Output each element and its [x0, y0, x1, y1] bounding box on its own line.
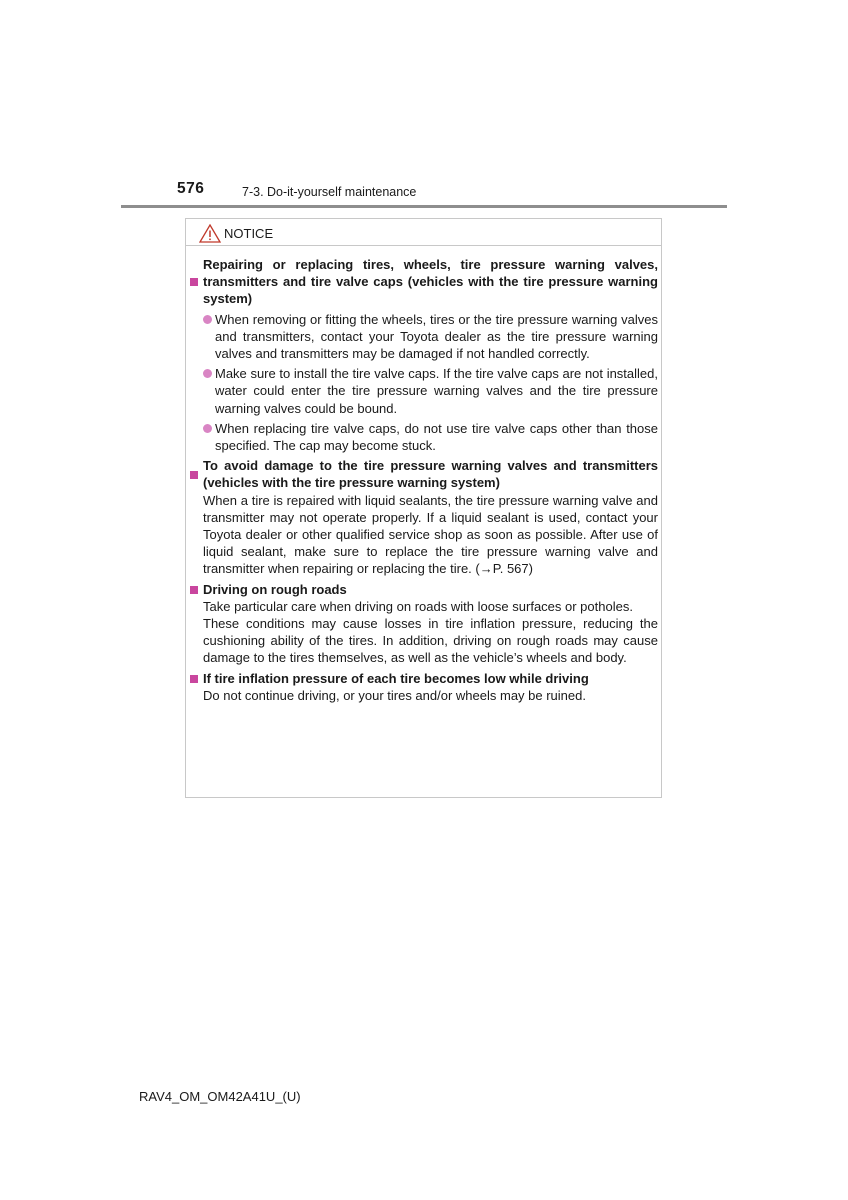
list-item: When removing or fitting the wheels, tires or the tire pressure warning valves and transmitters, contact your Toyota dealer as the tire pressure warning valves and transmitters may be damaged if not handled correctly.: [203, 311, 658, 363]
notice-body: [190, 256, 658, 707]
notice-section-avoid-damage: [190, 457, 658, 577]
section-heading: Driving on rough roads: [190, 581, 658, 598]
notice-label: NOTICE: [224, 225, 274, 241]
warning-triangle-icon: [199, 224, 221, 243]
section-paragraph: Take particular care when driving on roads with loose surfaces or potholes.: [203, 598, 633, 614]
square-bullet-icon: [190, 457, 203, 491]
list-item: Make sure to install the tire valve caps. If the tire valve caps are not installed, water could enter the tire pressure warning valves and the tire pressure warning valves could be bound.: [203, 365, 658, 417]
notice-divider: [186, 245, 661, 246]
section-title: 7-3. Do-it-yourself maintenance: [242, 185, 417, 199]
section-paragraph: When a tire is repaired with liquid sealants, the tire pressure warning valve and transmitter may not operate properly. If a liquid sealant is used, contact your Toyota dealer or other qualified service shop as soon as possible. After use of liquid sealant, make sure to replace the tire pressure warning valve and transmitter when repairing or replacing the tire. (→P. 567): [203, 492, 658, 577]
footer-doc-code: RAV4_OM_OM42A41U_(U): [139, 1089, 301, 1104]
section-heading: Repairing or replacing tires, wheels, tire pressure warning valves, transmitters and tire valve caps (vehicles with the tire pressure warning system): [190, 256, 658, 308]
notice-box: [185, 218, 662, 798]
notice-header: [199, 223, 273, 243]
round-bullet-icon: [203, 311, 215, 363]
section-paragraph: Do not continue driving, or your tires and/or wheels may be ruined.: [203, 687, 586, 703]
header-rule: [121, 205, 727, 208]
section-paragraph: These conditions may cause losses in tire inflation pressure, reducing the cushioning ability of the tires. In addition, driving on rough roads may cause damage to the tires themselves, as well as the vehicle’s wheels and body.: [203, 616, 658, 666]
notice-section-repairing: [190, 256, 658, 454]
page-number: 576: [177, 180, 205, 197]
notice-section-rough-roads: [190, 581, 658, 667]
square-bullet-icon: [190, 256, 203, 308]
round-bullet-icon: [203, 365, 215, 417]
square-bullet-icon: [190, 670, 203, 687]
section-heading: If tire inflation pressure of each tire becomes low while driving: [190, 670, 658, 687]
notice-section-low-pressure: [190, 670, 658, 704]
list-item: When replacing tire valve caps, do not use tire valve caps other than those specified. The cap may become stuck.: [203, 420, 658, 454]
section-heading: To avoid damage to the tire pressure warning valves and transmitters (vehicles with the tire pressure warning system): [190, 457, 658, 491]
square-bullet-icon: [190, 581, 203, 598]
round-bullet-icon: [203, 420, 215, 454]
